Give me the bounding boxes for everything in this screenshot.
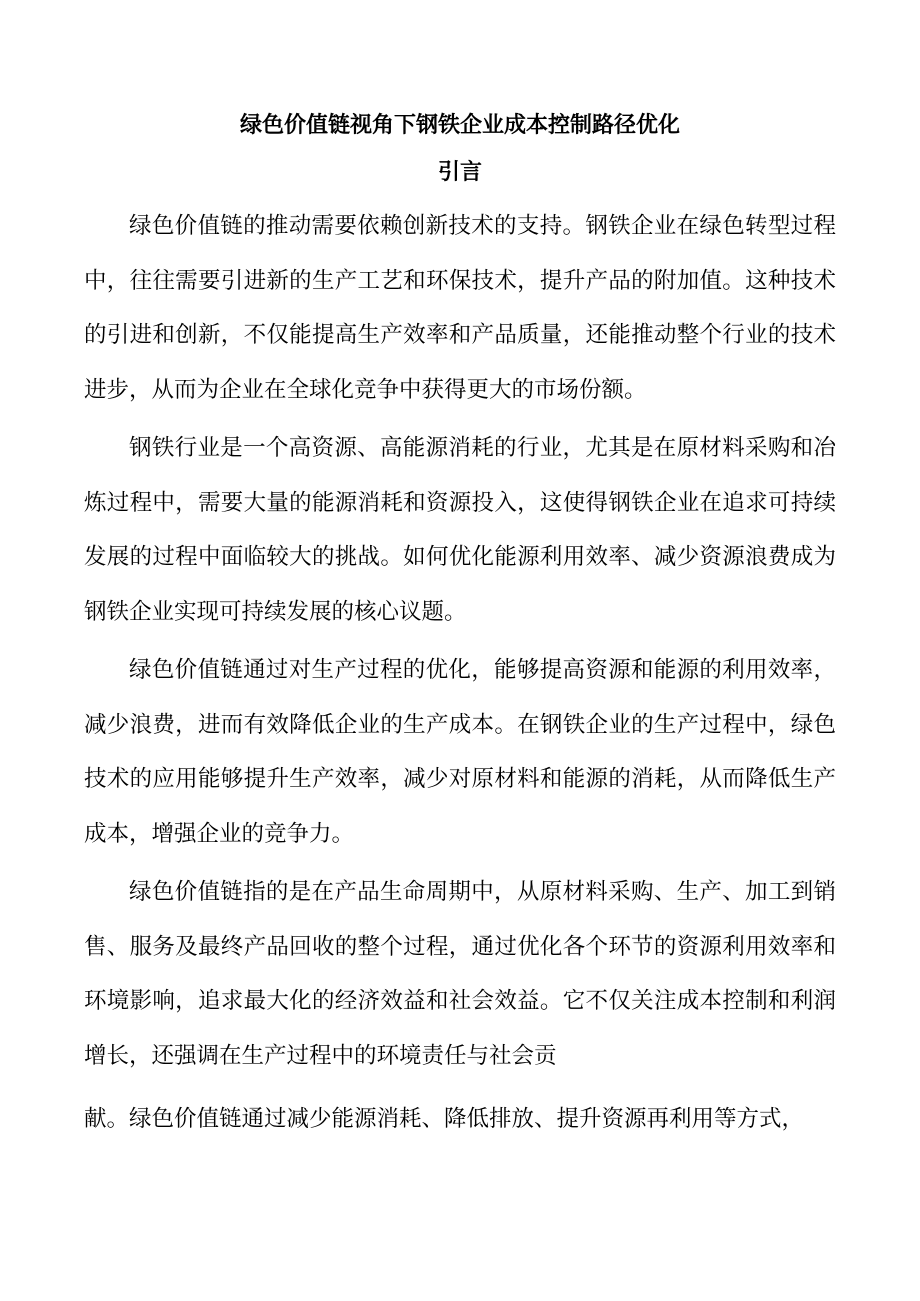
paragraph-continuation: 献。绿色价值链通过减少能源消耗、降低排放、提升资源再利用等方式， xyxy=(84,1106,805,1132)
paragraph: 绿色价值链指的是在产品生命周期中，从原材料采购、生产、加工到销售、服务及最终产品回收的整个过程，通过优化各个环节的资源利用效率和环境影响，追求最大化的经济效益和社会效益。它不仅关注成本控制和利润增长，还强调在生产过程中的环境责任与社会贡 xyxy=(84,879,836,1069)
paragraph: 钢铁行业是一个高资源、高能源消耗的行业，尤其是在原材料采购和冶炼过程中，需要大量的能源消耗和资源投入，这使得钢铁企业在追求可持续发展的过程中面临较大的挑战。如何优化能源利用效率、减少资源浪费成为钢铁企业实现可持续发展的核心议题。 xyxy=(84,435,836,625)
document-title: 绿色价值链视角下钢铁企业成本控制路径优化 xyxy=(239,112,680,138)
paragraph: 绿色价值链通过对生产过程的优化，能够提高资源和能源的利用效率，减少浪费，进而有效降低企业的生产成本。在钢铁企业的生产过程中，绿色技术的应用能够提升生产效率，减少对原材料和能源的消耗，从而降低生产成本，增强企业的竞争力。 xyxy=(84,657,836,847)
section-heading: 引言 xyxy=(437,159,482,185)
paragraph: 绿色价值链的推动需要依赖创新技术的支持。钢铁企业在绿色转型过程中，往往需要引进新的生产工艺和环保技术，提升产品的附加值。这种技术的引进和创新，不仅能提高生产效率和产品质量，还能推动整个行业的技术进步，从而为企业在全球化竞争中获得更大的市场份额。 xyxy=(84,213,836,403)
